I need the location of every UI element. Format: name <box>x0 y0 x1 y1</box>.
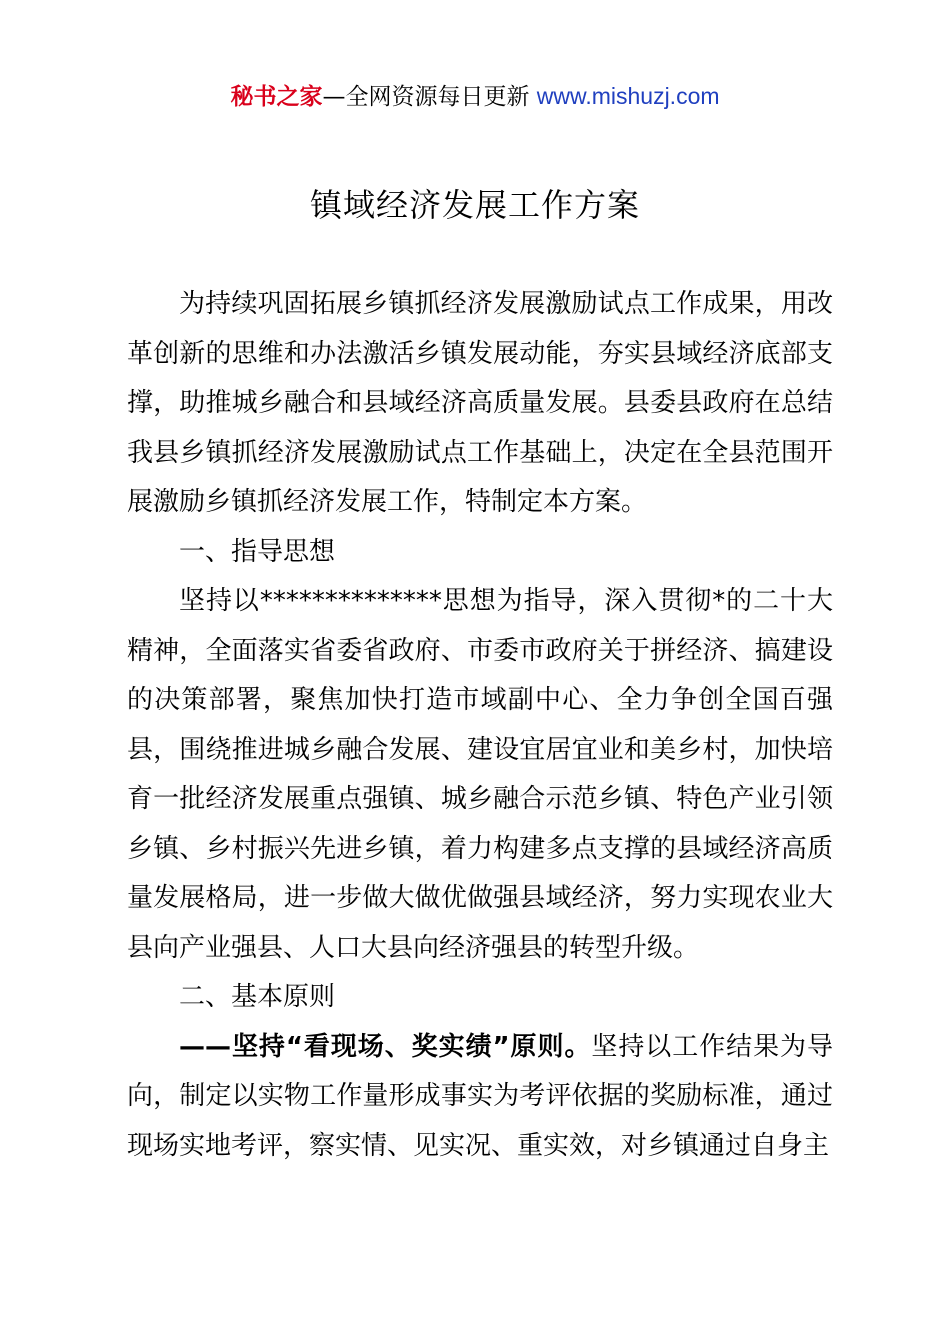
guiding-ideology-paragraph: 坚持以**************思想为指导，深入贯彻*的二十大精神，全面落实省委省政府、市委市政府关于拼经济、搞建设的决策部署，聚焦加快打造市域副中心、全力争创全国百强县，围绕推进城乡融合发展、建设宜居宜业和美乡村，加快培育一批经济发展重点强镇、城乡融合示范乡镇、特色产业引领乡镇、乡村振兴先进乡镇，着力构建多点支撑的县域经济高质量发展格局，进一步做大做优做强县域经济，努力实现农业大县向产业强县、人口大县向经济强县的转型升级。 <box>127 586 833 963</box>
principle-body: 坚持以工作结果为导向，制定以实物工作量形成事实为考评依据的奖励标准，通过现场实地考评，察实情、见实况、重实效，对乡镇通过自身主 <box>127 1031 833 1161</box>
principle-paragraph <box>127 1023 833 1172</box>
principle-lead: ——坚持“看现场、奖实绩”原则。 <box>179 1031 592 1062</box>
section-heading-guiding-ideology: 一、指导思想 <box>179 536 336 567</box>
intro-paragraph: 为持续巩固拓展乡镇抓经济发展激励试点工作成果，用改革创新的思维和办法激活乡镇发展动能，夯实县域经济底部支撑，助推城乡融合和县域经济高质量发展。县委县政府在总结我县乡镇抓经济发展激励试点工作基础上，决定在全县范围开展激励乡镇抓经济发展工作，特制定本方案。 <box>127 289 833 517</box>
site-header <box>0 80 950 113</box>
site-tagline: —全网资源每日更新 <box>322 84 530 110</box>
document-title: 镇域经济发展工作方案 <box>309 186 640 224</box>
site-url[interactable]: www.mishuzj.com <box>536 83 720 109</box>
document-body <box>127 280 833 1171</box>
site-brand: 秘书之家 <box>230 84 323 110</box>
section-heading-basic-principles: 二、基本原则 <box>179 982 336 1012</box>
